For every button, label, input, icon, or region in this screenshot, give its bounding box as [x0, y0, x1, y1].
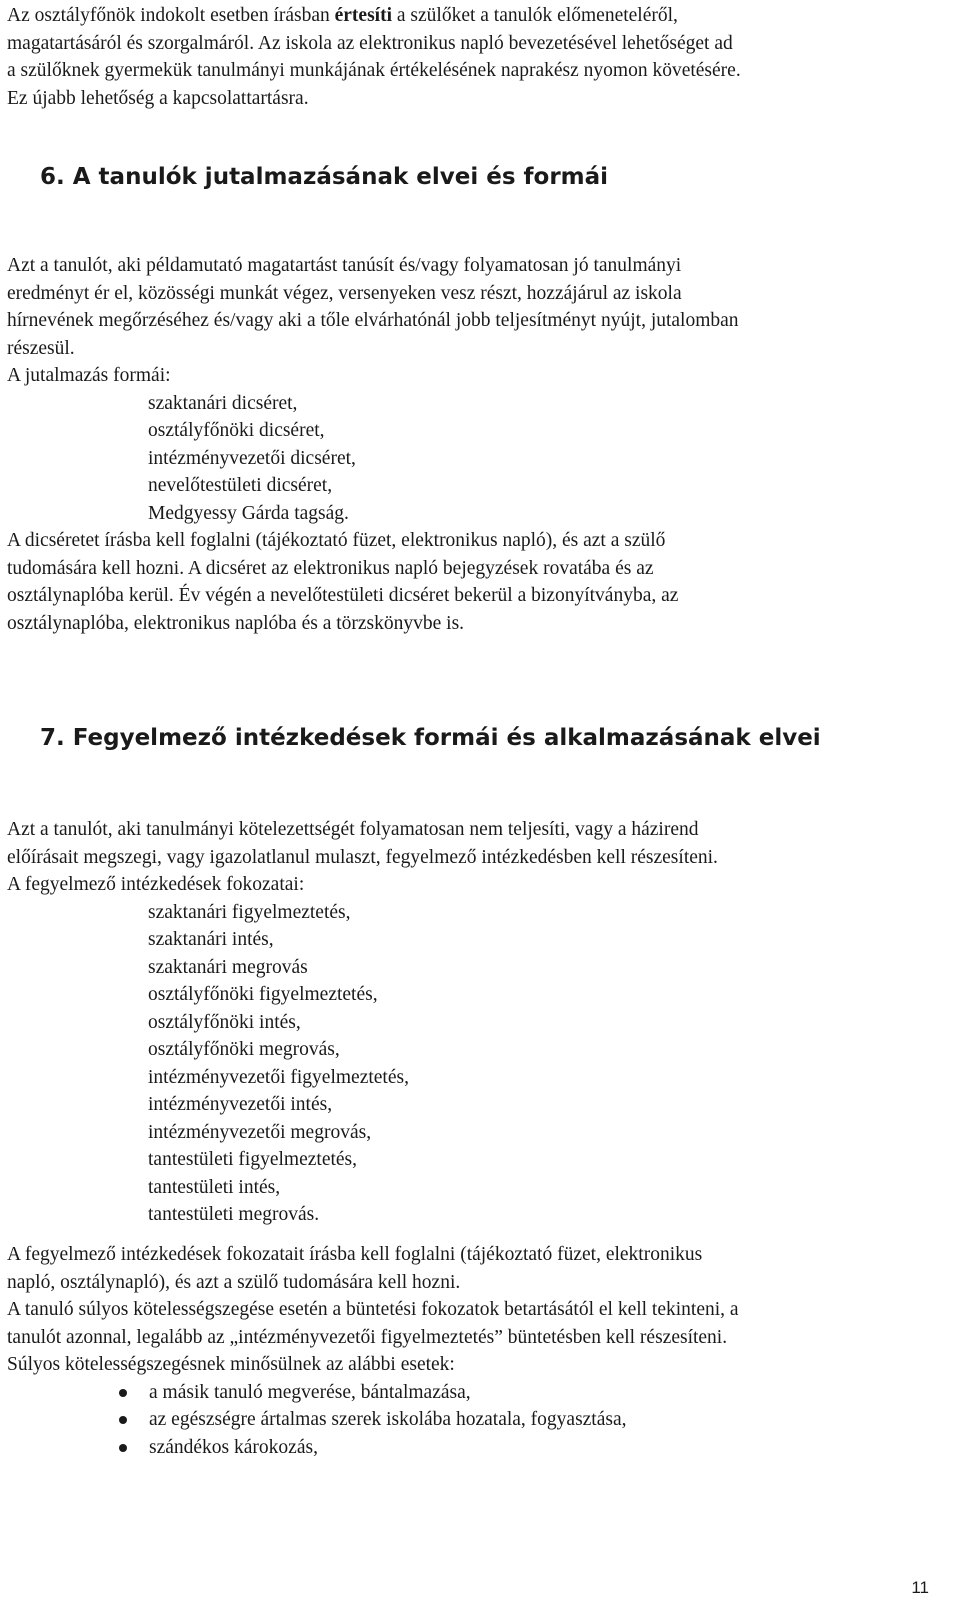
paragraph-line: osztálynaplóba kerül. Év végén a nevelőtestületi dicséret bekerül a bizonyítványba, az [7, 585, 679, 606]
bullet-icon [119, 1444, 127, 1452]
reward-form-item: Medgyessy Gárda tagság. [148, 502, 349, 524]
paragraph-line: Azt a tanulót, aki példamutató magatartást tanúsít és/vagy folyamatosan jó tanulmányi [7, 255, 682, 276]
paragraph-line: eredményt ér el, közösségi munkát végez, versenyeken vesz részt, hozzájárul az iskola [7, 282, 682, 304]
paragraph-line: A dicséretet írásba kell foglalni (tájékoztató füzet, elektronikus napló), és azt a szülő [7, 530, 666, 551]
discipline-level-item: osztályfőnöki megrovás, [148, 1039, 340, 1060]
bullet-icon [119, 1416, 127, 1424]
serious-case-item: a másik tanuló megverése, bántalmazása, [7, 1379, 937, 1407]
discipline-level-item: szaktanári intés, [148, 929, 274, 950]
discipline-level-item: intézményvezetői intés, [148, 1094, 333, 1115]
reward-forms [7, 362, 937, 527]
discipline-level-item: intézményvezetői megrovás, [148, 1121, 372, 1143]
reward-form-item: nevelőtestületi dicséret, [148, 475, 333, 496]
serious-case-item: az egészségre ártalmas szerek iskolába hozatala, fogyasztása, [7, 1406, 937, 1434]
paragraph-line: hírnevének megőrzéséhez és/vagy aki a tőle elvárhatónál jobb teljesítményt nyújt, jutalomban [7, 310, 739, 331]
discipline-level-item: tantestületi figyelmeztetés, [148, 1149, 358, 1170]
paragraph-line: napló, osztálynapló), és azt a szülő tudomására kell hozni. [7, 1271, 461, 1293]
section-7-paragraph [7, 816, 937, 871]
section-6-heading: 6. A tanulók jutalmazásának elvei és formái [40, 164, 609, 190]
discipline-levels [7, 871, 937, 1229]
discipline-levels-intro: A fegyelmező intézkedések fokozatai: [7, 874, 305, 895]
intro-line-1: Az osztályfőnök indokolt esetben írásban értesíti a szülőket a tanulók előmeneteléről, [7, 5, 678, 26]
serious-case-item: szándékos károkozás, [7, 1434, 937, 1462]
discipline-level-item: osztályfőnöki intés, [148, 1011, 301, 1033]
paragraph-line: Azt a tanulót, aki tanulmányi kötelezettségét folyamatosan nem teljesíti, vagy a házirend [7, 819, 699, 840]
section-6-paragraph [7, 252, 937, 362]
intro-line-2: magatartásáról és szorgalmáról. Az iskola az elektronikus napló bevezetésével lehetőséget ad [7, 32, 733, 54]
discipline-level-item: osztályfőnöki figyelmeztetés, [148, 984, 378, 1005]
intro-line-4: Ez újabb lehetőség a kapcsolattartásra. [7, 87, 309, 109]
paragraph-line: tudomására kell hozni. A dicséret az elektronikus napló bejegyzések rovatába és az [7, 557, 654, 579]
paragraph-line: osztálynaplóba, elektronikus naplóba és a törzskönyvbe is. [7, 612, 465, 634]
intro-paragraph [7, 2, 937, 112]
bullet-icon [119, 1389, 127, 1397]
reward-form-item: osztályfőnöki dicséret, [148, 420, 325, 441]
paragraph-line: részesül. [7, 337, 75, 359]
section-7-written-note [7, 1241, 937, 1351]
paragraph-line: előírásait megszegi, vagy igazolatlanul mulaszt, fegyelmező intézkedésben kell részesíteni. [7, 846, 718, 868]
reward-form-item: szaktanári dicséret, [148, 392, 298, 414]
reward-form-item: intézményvezetői dicséret, [148, 447, 356, 469]
paragraph-line: A tanuló súlyos kötelességszegése esetén a büntetési fokozatok betartásától el kell tekinteni, a [7, 1299, 739, 1320]
discipline-level-item: tantestületi megrovás. [148, 1204, 320, 1225]
intro-line-3: a szülőknek gyermekük tanulmányi munkájának értékelésének naprakész nyomon követésére. [7, 60, 741, 81]
reward-forms-intro: A jutalmazás formái: [7, 365, 171, 386]
intro-bold-word: értesíti [334, 5, 393, 26]
serious-cases-intro: Súlyos kötelességszegésnek minősülnek az alábbi esetek: [7, 1354, 455, 1375]
discipline-level-item: intézményvezetői figyelmeztetés, [148, 1066, 409, 1088]
page-number: 11 [911, 1578, 929, 1597]
paragraph-line: A fegyelmező intézkedések fokozatait írásba kell foglalni (tájékoztató füzet, elektronikus [7, 1244, 703, 1265]
paragraph-line: tanulót azonnal, legalább az „intézményvezetői figyelmeztetés” büntetésben kell részesíteni. [7, 1326, 728, 1348]
section-7-heading: 7. Fegyelmező intézkedések formái és alkalmazásának elvei [40, 725, 821, 751]
section-6-closing [7, 527, 937, 637]
discipline-level-item: tantestületi intés, [148, 1176, 281, 1198]
discipline-level-item: szaktanári figyelmeztetés, [148, 901, 351, 923]
serious-cases [7, 1351, 937, 1461]
discipline-level-item: szaktanári megrovás [148, 956, 308, 978]
